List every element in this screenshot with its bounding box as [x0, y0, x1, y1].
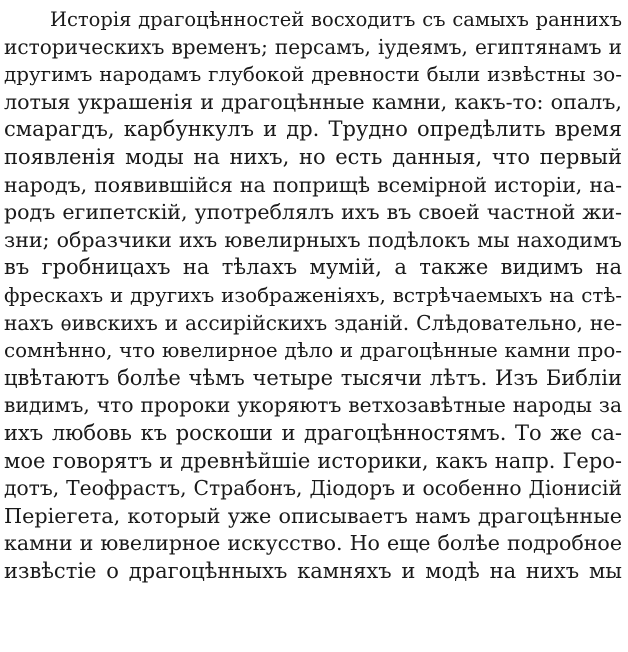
text-line: мое говорятъ и древнѣйшіе историки, какъ напр. Геро- [4, 448, 622, 473]
text-line: народъ, появившійся на поприщѣ всемірной исторіи, на- [4, 172, 622, 197]
text-line: появленія моды на нихъ, но есть данныя, что первый [4, 144, 622, 169]
text-line: въ гробницахъ на тѣлахъ мумій, а также видимъ на [4, 255, 622, 280]
text-line: нахъ ѳивскихъ и ассирійскихъ зданій. Слѣдовательно, не- [4, 310, 622, 335]
text-line: камни и ювелирное искусство. Но еще болѣе подробное [4, 531, 622, 556]
paragraph [4, 6, 622, 585]
text-line: Періегета, который уже описываетъ намъ драгоцѣнные [4, 503, 622, 528]
text-line: историческихъ временъ; персамъ, іудеямъ, египтянамъ и [4, 34, 622, 59]
text-line: видимъ, что пророки укоряютъ ветхозавѣтные народы за [4, 393, 622, 418]
text-line: другимъ народамъ глубокой древности были извѣстны зо- [4, 63, 622, 87]
text-line: родъ египетскій, употреблялъ ихъ въ своей частной жи- [4, 200, 622, 225]
text-line: зни; образчики ихъ ювелирныхъ подѣлокъ мы находимъ [4, 227, 622, 252]
text-line: цвѣтаютъ болѣе чѣмъ четыре тысячи лѣтъ. Изъ Библіи [4, 365, 622, 390]
text-line: извѣстіе о драгоцѣнныхъ камняхъ и модѣ на нихъ мы [4, 558, 622, 583]
text-line: фрескахъ и другихъ изображеніяхъ, встрѣчаемыхъ на стѣ- [4, 283, 622, 307]
text-line: ихъ любовь къ роскоши и драгоцѣнностямъ. То же са- [4, 420, 622, 445]
text-line: смарагдъ, карбункулъ и др. Трудно опредѣлить время [4, 117, 622, 142]
text-line: лотыя украшенія и драгоцѣнные камни, какъ-то: опалъ, [4, 89, 622, 114]
text-line: дотъ, Теофрастъ, Страбонъ, Діодоръ и особенно Діонисій [4, 476, 622, 501]
text-line: Исторія драгоцѣнностей восходитъ съ самыхъ раннихъ [50, 8, 622, 31]
text-line: сомнѣнно, что ювелирное дѣло и драгоцѣнные камни про- [4, 339, 622, 363]
